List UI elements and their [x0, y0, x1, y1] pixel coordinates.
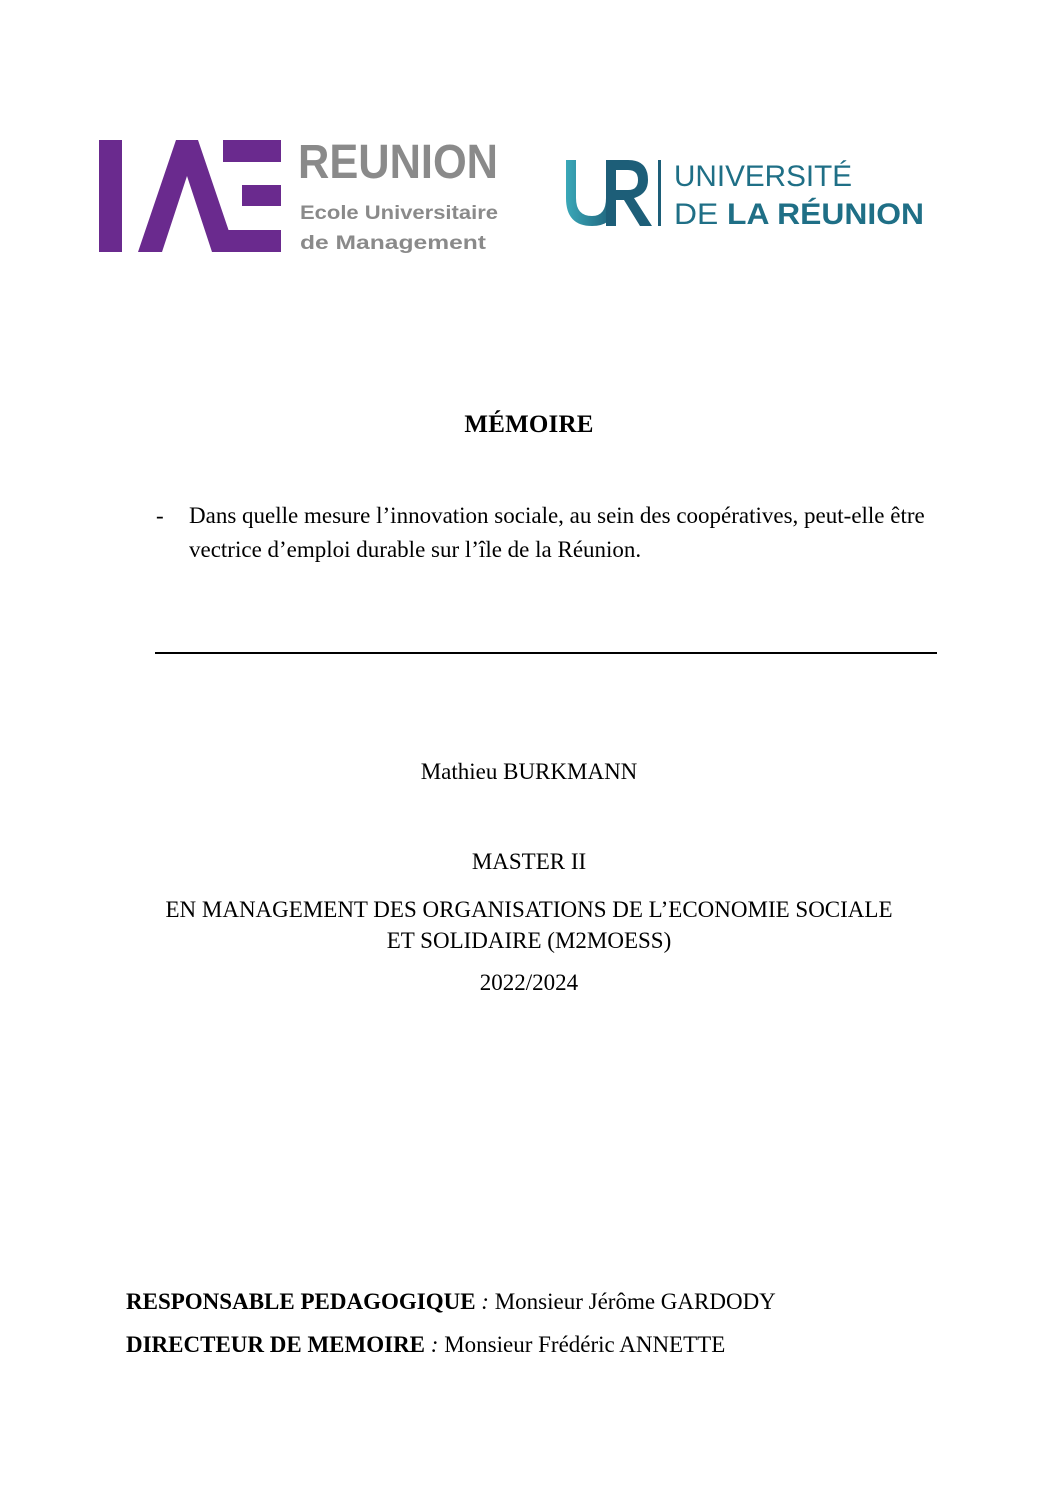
program-line-2: ET SOLIDAIRE (M2MOESS): [386, 928, 672, 953]
ur-logo-mark: [566, 160, 652, 226]
supervisor-label: RESPONSABLE PEDAGOGIQUE: [126, 1289, 476, 1314]
iae-logo-name: REUNION: [298, 138, 498, 189]
supervisor-thesis-director: [126, 1330, 725, 1360]
question-bullet: -: [156, 503, 164, 528]
supervisor-pedagogical: [126, 1287, 776, 1317]
iae-logo-line2: de Management: [300, 233, 487, 254]
question-text: Dans quelle mesure l’innovation sociale, au sein des coopératives, peut-elle être vectrice d’emploi durable sur l’île de la Réunion.: [189, 503, 925, 562]
universite-reunion-logo: [562, 156, 932, 230]
document-title: MÉMOIRE: [464, 411, 594, 438]
iae-reunion-logo: [97, 138, 507, 254]
supervisor-name: Monsieur Jérôme GARDODY: [494, 1289, 776, 1314]
iae-logo-mark: [99, 140, 281, 252]
supervisor-name: Monsieur Frédéric ANNETTE: [444, 1332, 726, 1357]
author-name: Mathieu BURKMANN: [420, 759, 638, 784]
iae-logo-line1: Ecole Universitaire: [300, 203, 498, 224]
supervisor-separator: :: [425, 1332, 445, 1357]
ur-logo-line1: UNIVERSITÉ: [674, 160, 852, 193]
research-question: [156, 499, 956, 567]
ur-logo-divider: [658, 160, 661, 226]
section-divider: [155, 652, 937, 654]
ur-logo-line2: DE LA RÉUNION: [674, 198, 913, 230]
supervisor-separator: :: [475, 1289, 495, 1314]
degree-title: MASTER II: [471, 849, 587, 874]
supervisor-label: DIRECTEUR DE MEMOIRE: [126, 1332, 426, 1357]
academic-years: 2022/2024: [479, 970, 579, 995]
program-line-1: EN MANAGEMENT DES ORGANISATIONS DE L’ECONOMIE SOCIALE: [165, 897, 893, 922]
